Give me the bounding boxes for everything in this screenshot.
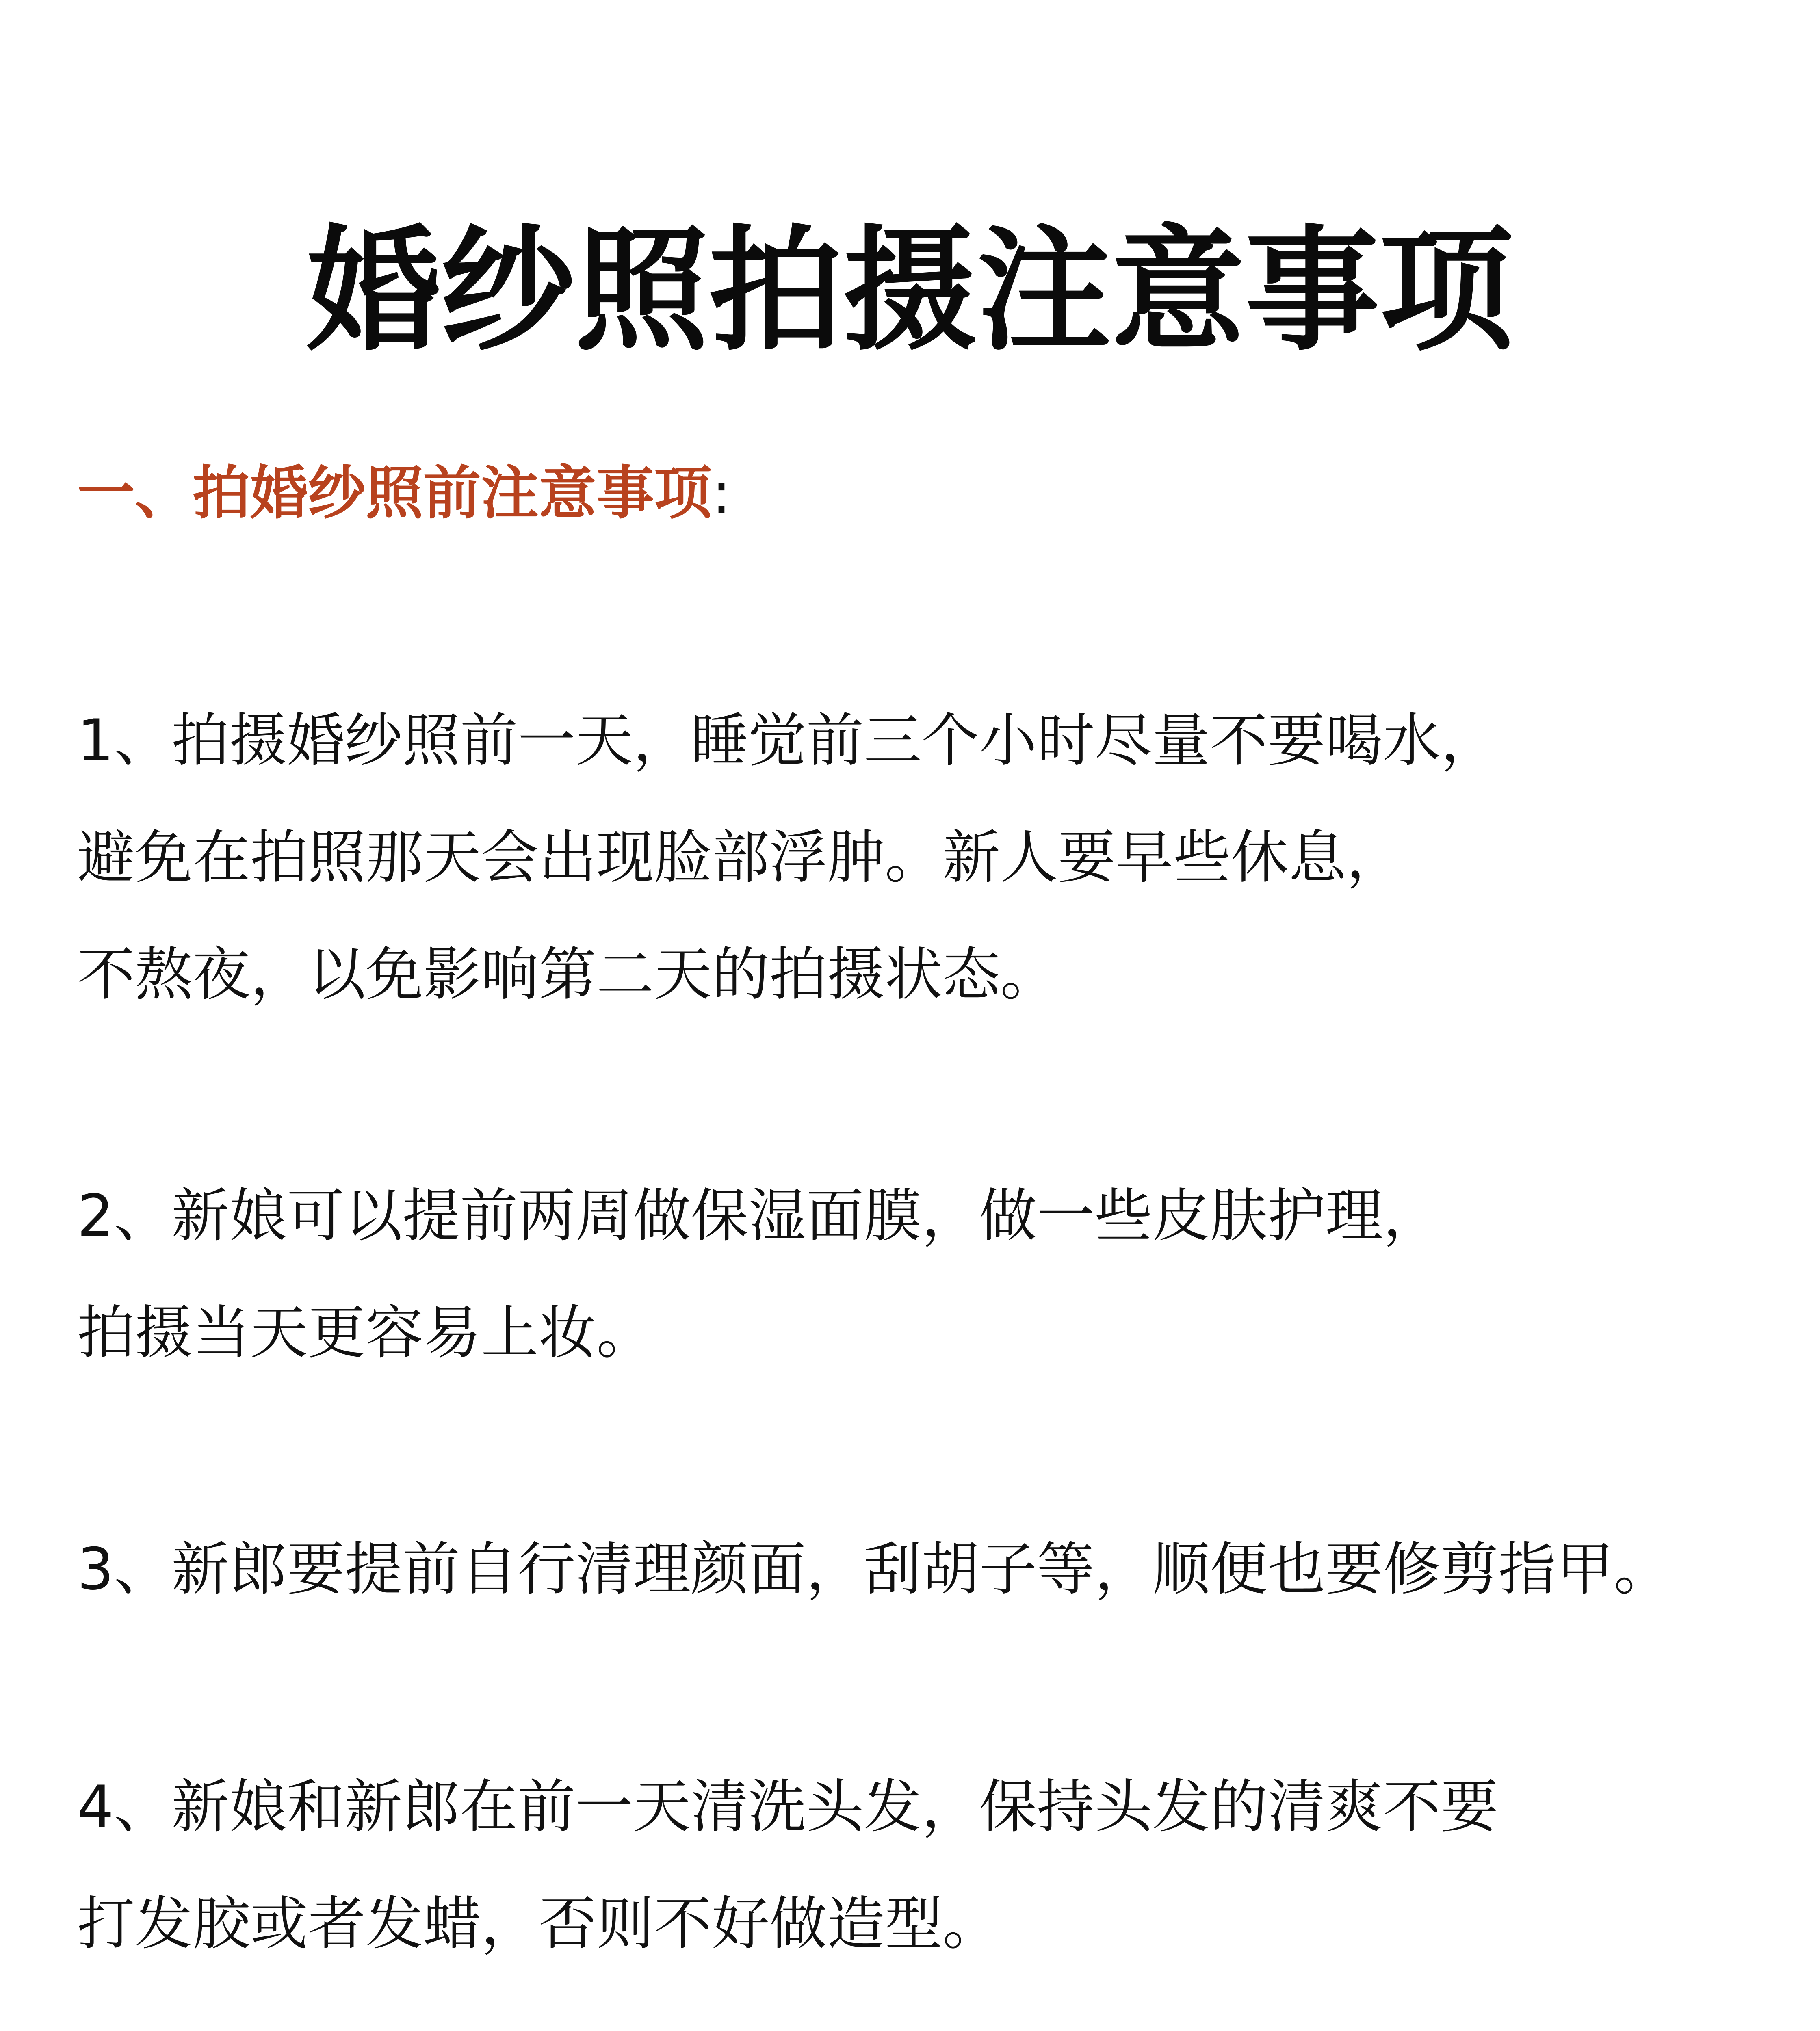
item-2-line-2: 拍摄当天更容易上妆。 [77, 1299, 654, 1366]
item-4-line-2: 打发胶或者发蜡，否则不好做造型。 [77, 1890, 1000, 1957]
item-1-line-2: 避免在拍照那天会出现脸部浮肿。新人要早些休息， [77, 824, 1404, 891]
section-heading-text: 一、拍婚纱照前注意事项 [77, 460, 712, 527]
item-4-line-1: 4、新娘和新郎在前一天清洗头发，保持头发的清爽不要 [77, 1773, 1499, 1840]
section-heading-colon: : [712, 460, 731, 527]
page-title: 婚纱照拍摄注意事项 [307, 213, 1513, 369]
item-3-line-1: 3、新郎要提前自行清理颜面，刮胡子等，顺便也要修剪指甲。 [77, 1536, 1672, 1603]
item-1-line-3: 不熬夜，以免影响第二天的拍摄状态。 [77, 941, 1058, 1008]
section-heading [77, 459, 731, 528]
item-2-line-1: 2、新娘可以提前两周做保湿面膜，做一些皮肤护理， [77, 1182, 1441, 1249]
list-item [77, 682, 1763, 1033]
list-item [77, 1158, 1763, 1392]
item-1-line-1: 1、拍摄婚纱照前一天，睡觉前三个小时尽量不要喝水， [77, 707, 1499, 774]
list-item [77, 1749, 1763, 1983]
list-item [77, 1511, 1763, 1628]
